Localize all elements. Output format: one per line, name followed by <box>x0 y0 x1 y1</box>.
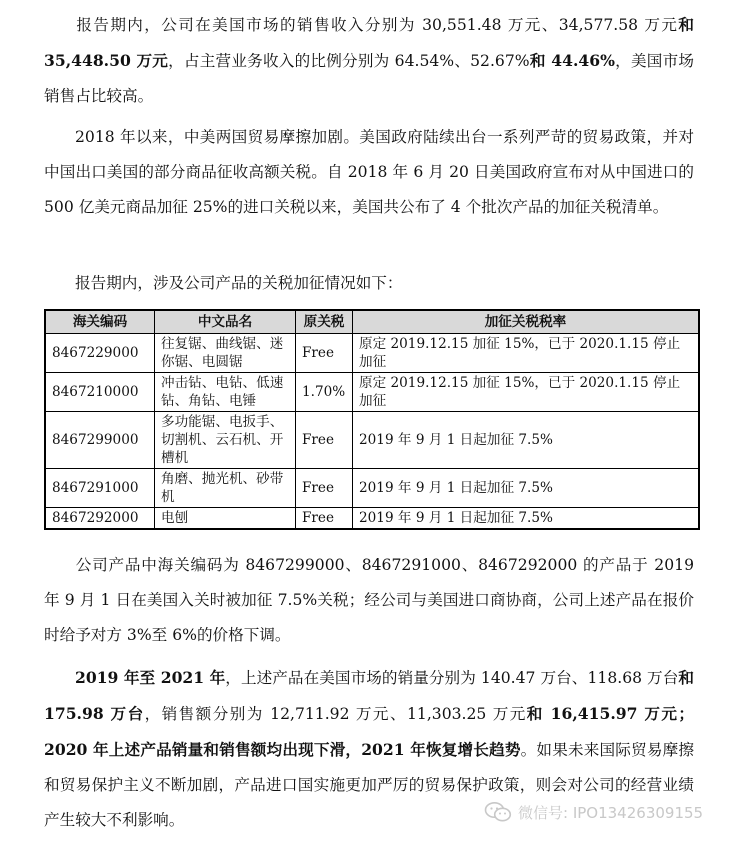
p5-part-2: ，上述产品在美国市场的销量分别为 140.47 万台、118.68 万台 <box>225 669 679 687</box>
p1-part-3: ，占主营业务收入的比例分别为 64.54%、52.67% <box>168 52 530 70</box>
table-row <box>45 412 699 469</box>
cell-original-tariff: 1.70% <box>296 373 353 412</box>
p1-part-1: 报告期内，公司在美国市场的销售收入分别为 30,551.48 万元、34,577.58 万元 <box>75 16 679 34</box>
cell-product-name: 往复锯、曲线锯、迷你锯、电圆锯 <box>155 334 296 373</box>
header-additional-tariff: 加征关税税率 <box>353 310 700 334</box>
cell-hs-code: 8467229000 <box>45 334 155 373</box>
cell-hs-code: 8467291000 <box>45 469 155 508</box>
cell-original-tariff: Free <box>296 469 353 508</box>
cell-additional-tariff: 原定 2019.12.15 加征 15%，已于 2020.1.15 停止加征 <box>353 373 700 412</box>
p4-part-1: 公司产品中海关编码为 8467299000、8467291000、8467292000 的产品于 2019 年 9 月 1 日在美国入关时被加征 7.5%关税；经公司与美国进口商协商，公司上述产品在报价时给予对方 3%至 6%的价格下调。 <box>44 556 694 644</box>
cell-hs-code: 8467210000 <box>45 373 155 412</box>
cell-product-name: 多功能锯、电扳手、切割机、云石机、开槽机 <box>155 412 296 469</box>
wechat-icon <box>484 801 512 823</box>
cell-original-tariff: Free <box>296 508 353 530</box>
table-row <box>45 373 699 412</box>
cell-additional-tariff: 原定 2019.12.15 加征 15%，已于 2020.1.15 停止加征 <box>353 334 700 373</box>
wechat-watermark <box>484 799 703 825</box>
p5-part-5: 和 16,415.97 万元；2020 年上述产品销量和销售额均出现下滑，2021 年恢复增长趋势 <box>44 704 694 759</box>
paragraph-tariff-intro <box>44 266 694 301</box>
p2-part-1: 2018 年以来，中美两国贸易摩擦加剧。美国政府陆续出台一系列严苛的贸易政策，并对中国出口美国的部分商品征收高额关税。自 2018 年 6 月 20 日美国政府宣布对从中国进口的 500 亿美元商品加征 25%的进口关税以来，美国共公布了 4 个批次产品的加征关税清单。 <box>44 128 694 216</box>
header-hs-code: 海关编码 <box>45 310 155 334</box>
cell-product-name: 角磨、抛光机、砂带机 <box>155 469 296 508</box>
cell-product-name: 电刨 <box>155 508 296 530</box>
cell-original-tariff: Free <box>296 334 353 373</box>
p5-part-3: 和 175.98 万台 <box>44 668 694 723</box>
watermark-text: 微信号: IPO13426309155 <box>518 803 704 822</box>
p1-part-4: 和 44.46% <box>529 51 615 70</box>
table-row <box>45 469 699 508</box>
paragraph-price-adjustment <box>44 548 694 653</box>
header-product-name: 中文品名 <box>155 310 296 334</box>
paragraph-trade-friction <box>44 120 694 225</box>
header-original-tariff: 原关税 <box>296 310 353 334</box>
p5-part-6: 。如果未来国际贸易摩擦和贸易保护主义不断加剧，产品进口国实施更加严厉的贸易保护政策，则会对公司的经营业绩产生较大不利影响。 <box>44 741 694 829</box>
cell-additional-tariff: 2019 年 9 月 1 日起加征 7.5% <box>353 469 700 508</box>
p1-part-2: 和 35,448.50 万元 <box>44 15 694 70</box>
paragraph-us-sales <box>44 7 694 114</box>
p5-part-1: 2019 年至 2021 年 <box>75 668 226 687</box>
table-row <box>45 334 699 373</box>
table-row <box>45 508 699 530</box>
p1-part-5: ，美国市场销售占比较高。 <box>44 52 694 105</box>
cell-product-name: 冲击钻、电钻、低速钻、角钻、电锤 <box>155 373 296 412</box>
p3-part-1: 报告期内，涉及公司产品的关税加征情况如下： <box>75 274 403 292</box>
cell-additional-tariff: 2019 年 9 月 1 日起加征 7.5% <box>353 412 700 469</box>
tariff-table <box>44 309 700 530</box>
cell-hs-code: 8467299000 <box>45 412 155 469</box>
cell-additional-tariff: 2019 年 9 月 1 日起加征 7.5% <box>353 508 700 530</box>
cell-original-tariff: Free <box>296 412 353 469</box>
table-header-row <box>45 310 699 334</box>
cell-hs-code: 8467292000 <box>45 508 155 530</box>
p5-part-4: ，销售额分别为 12,711.92 万元、11,303.25 万元 <box>144 705 527 723</box>
